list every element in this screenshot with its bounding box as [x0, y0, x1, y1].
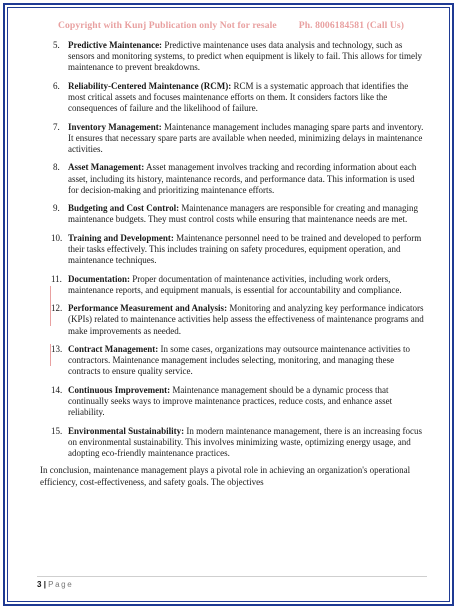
conclusion-paragraph: In conclusion, maintenance management plays a pivotal role in achieving an organization's operational efficiency, cost-effectiveness, and safety goals. The objectives — [40, 465, 411, 487]
item-text: Asset management involves tracking and recording information about each asset, including its history, maintenance records, and performance data. This information is used for decision-making and prioritizing maintenance efforts. — [68, 162, 417, 195]
objectives-list — [40, 40, 424, 459]
copyright-notice: Copyright with Kunj Publication only Not for resale — [57, 20, 277, 31]
document-body — [40, 40, 424, 497]
item-term: Contract Management: — [68, 343, 159, 354]
item-text: In modern maintenance management, there is an increasing focus on environmental sustainability. This involves minimizing waste, optimizing energy usage, and adopting eco-friendly maintenance practices. — [68, 425, 423, 458]
item-term: Budgeting and Cost Control: — [68, 203, 180, 214]
list-item — [40, 344, 424, 378]
list-item — [40, 303, 424, 337]
item-term: Continuous Improvement: — [68, 384, 171, 395]
list-item — [40, 233, 424, 267]
list-item — [40, 81, 424, 115]
item-text: Maintenance personnel need to be trained and developed to perform their tasks effectively. This includes training on safety procedures, equipment operation, and maintenance techniques. — [68, 232, 422, 266]
item-text: Monitoring and analyzing key performance indicators (KPIs) related to maintenance activities help assess the effectiveness of maintenance programs and make improvements as needed. — [68, 303, 424, 336]
item-term: Performance Measurement and Analysis: — [68, 303, 228, 314]
list-item — [40, 40, 424, 74]
page-label: Page — [48, 580, 74, 589]
list-item — [40, 385, 424, 419]
item-term: Environmental Sustainability: — [68, 425, 185, 436]
item-number: 14. — [51, 384, 63, 395]
item-number: 6. — [53, 80, 60, 91]
page-number: 3 — [37, 580, 42, 589]
item-text: RCM is a systematic approach that identifies the most critical assets and focuses maintenance efforts on them. It considers factors like the consequences of failure and the likelihood of failure. — [68, 80, 409, 114]
item-term: Inventory Management: — [68, 121, 162, 132]
item-text: Maintenance management should be a dynamic process that continually seeks ways to improve maintenance practices, reduce costs, and enhance asset reliability. — [68, 384, 393, 418]
list-item — [40, 203, 424, 225]
item-number: 11. — [51, 273, 62, 284]
list-item — [40, 274, 424, 296]
item-term: Documentation: — [68, 273, 130, 284]
phone-notice: Ph. 8006184581 (Call Us) — [298, 20, 404, 31]
item-number: 10. — [51, 232, 63, 243]
item-term: Reliability-Centered Maintenance (RCM): — [68, 80, 232, 91]
list-item — [40, 122, 424, 156]
item-text: Maintenance managers are responsible for creating and managing maintenance budgets. They must control costs while ensuring that maintenance needs are met. — [68, 203, 419, 225]
item-text: Proper documentation of maintenance activities, including work orders, maintenance reports, and equipment manuals, is essential for accountability and compliance. — [68, 273, 402, 295]
item-number: 12. — [51, 303, 63, 314]
item-term: Asset Management: — [68, 162, 145, 173]
page-header — [0, 20, 462, 31]
item-text: Predictive maintenance uses data analysis and technology, such as sensors and monitoring systems, to predict when equipment is likely to fail. This allows for timely maintenance to prevent breakdowns. — [68, 40, 423, 73]
item-term: Training and Development: — [68, 232, 174, 243]
item-text: In some cases, organizations may outsource maintenance activities to contractors. Maintenance management includes selecting, monitoring, and managing these contracts to ensure quality service. — [68, 343, 410, 377]
item-number: 7. — [53, 121, 60, 132]
item-number: 8. — [53, 162, 60, 173]
page-footer — [37, 580, 73, 589]
item-number: 5. — [53, 40, 60, 50]
item-number: 15. — [51, 425, 63, 436]
item-number: 13. — [51, 343, 63, 354]
item-number: 9. — [53, 203, 60, 214]
item-text: Maintenance management includes managing spare parts and inventory. It ensures that necessary spare parts are available when needed, minimizing delays in maintenance activities. — [68, 121, 424, 154]
list-item — [40, 162, 424, 196]
item-term: Predictive Maintenance: — [68, 40, 163, 50]
footer-separator: | — [43, 580, 46, 589]
list-item — [40, 426, 424, 460]
footer-divider — [37, 576, 427, 577]
